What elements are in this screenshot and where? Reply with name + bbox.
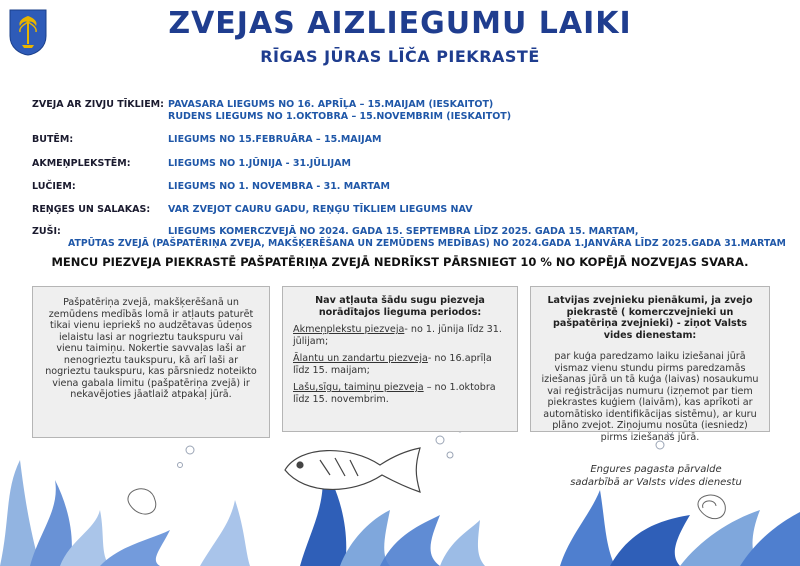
bycatch-period: - no 16.aprīļa līdz 15. maijam; xyxy=(293,353,492,376)
bycatch-term: Lašu,sīgu, taimiņu piezveja xyxy=(293,382,424,393)
bycatch-item xyxy=(293,353,507,376)
rule-label-nets: ZVEJA AR ZIVJU TĪKLIEM: xyxy=(32,99,164,110)
rule-value-eel-recreational: ATPŪTAS ZVEJĀ (PAŠPATĒRIŅA ZVEJA, MAKŠĶERĒŠANA UN ZEMŪDENS MEDĪBAS) NO 2024.GADA 1.JANVĀRA LĪDZ 2025.GADA 31.MARTAM xyxy=(68,238,786,249)
rule-label-eel: ZUŠI: xyxy=(32,226,61,237)
footer-line-1: Engures pagasta pārvalde xyxy=(590,464,722,475)
bycatch-term: Akmeņplekstu piezveja xyxy=(293,324,405,335)
page-title: ZVEJAS AIZLIEGUMU LAIKI xyxy=(168,6,632,41)
obligations-text: par kuģa paredzamo laiku iziešanai jūrā vismaz vienu stundu pirms paredzamās iziešanas jūrā un tā kuģa (laivas) nosaukumu vai reģistrācijas numuru (izņemot par tiem piekrastes kuģiem (laivām), kas aprīkoti ar automātisko identifikācijas sistēmu), ar kuru plāno zvejot. Ziņojumu nosūta (iesniedz) pirms iziešanas jūrā. xyxy=(541,351,759,443)
bycatch-period: – no 1.oktobra līdz 15. novembrim. xyxy=(293,382,496,405)
seaweed-icon xyxy=(0,460,170,566)
rule-value-turbot: LIEGUMS NO 1.JŪNIJA - 31.JŪLIJAM xyxy=(168,158,351,169)
salmon-catch-rules-text: Pašpatēriņa zvejā, makšķerēšanā un zemūdens medībās lomā ir atļauts paturēt tikai vienu iepriekš no audzētavas ūdeņos ielaistu lasi ar nogrieztu taukspuru vai vienu taimiņu. Nokertie savvaļas laši ar nenogrieztu taukspuru, kā arī laši ar nogrieztu taukspuru, kas pārsniedz noteikto viena gabala limitu (pašpatēriņa zvejā) ir nekavējoties jāatlaiž atpakaļ jūrā. xyxy=(45,297,257,400)
rule-label-flounder: BUTĒM: xyxy=(32,134,74,145)
page-subtitle: RĪGAS JŪRAS LĪČA PIEKRASTĒ xyxy=(260,47,540,66)
bycatch-term: Ālantu un zandartu piezveja xyxy=(293,353,428,364)
footer-line-2: sadarbībā ar Valsts vides dienestu xyxy=(570,477,742,488)
rule-label-burbot: LUČIEM: xyxy=(32,181,76,192)
rule-value-nets-autumn: RUDENS LIEGUMS NO 1.OKTOBRA – 15.NOVEMBRIM (IESKAITOT) xyxy=(168,111,512,122)
rule-label-herring: REŅĢES UN SALAKAS: xyxy=(32,204,151,215)
fisher-obligations-box xyxy=(530,286,770,443)
rule-value-nets-spring: PAVASARA LIEGUMS NO 16. APRĪĻA – 15.MAIJAM (IESKAITOT) xyxy=(168,99,494,110)
seashell-icon xyxy=(128,489,725,519)
rule-value-eel-commercial: LIEGUMS KOMERCZVEJĀ NO 2024. GADA 15. SEPTEMBRA LĪDZ 2025. GADA 15. MARTAM, xyxy=(168,226,639,237)
bycatch-item xyxy=(293,324,507,347)
rule-value-flounder: LIEGUMS NO 15.FEBRUĀRA – 15.MAIJAM xyxy=(168,134,382,145)
fish-illustration-icon xyxy=(285,448,420,492)
cod-bycatch-notice: MENCU PIEZVEJA PIEKRASTĒ PAŠPATĒRIŅA ZVEJĀ NEDRĪKST PĀRSNIEGT 10 % NO KOPĒJĀ NOZVEJAS SVARA. xyxy=(51,255,749,269)
bycatch-heading: Nav atļauta šādu sugu piezveja norādītajos lieguma periodos: xyxy=(315,295,485,318)
rule-label-turbot: AKMEŅPLEKSTĒM: xyxy=(32,158,131,169)
bycatch-item xyxy=(293,382,507,405)
seaweed-icon xyxy=(560,490,800,566)
bycatch-prohibition-box xyxy=(282,286,518,432)
footer-credit xyxy=(556,463,756,489)
rule-value-burbot: LIEGUMS NO 1. NOVEMBRA - 31. MARTAM xyxy=(168,181,390,192)
obligations-heading: Latvijas zvejnieku pienākumi, ja zvejo piekrastē ( komerczvejnieki un pašpatēriņa zvejnieki) - ziņot Valsts vides dienestam: xyxy=(547,295,753,341)
bycatch-period: - no 1. jūnija līdz 31. jūlijam; xyxy=(293,324,502,347)
rule-value-herring: VAR ZVEJOT CAURU GADU, REŅĢU TĪKLIEM LIEGUMS NAV xyxy=(168,204,473,215)
salmon-catch-rules-box xyxy=(32,286,270,438)
